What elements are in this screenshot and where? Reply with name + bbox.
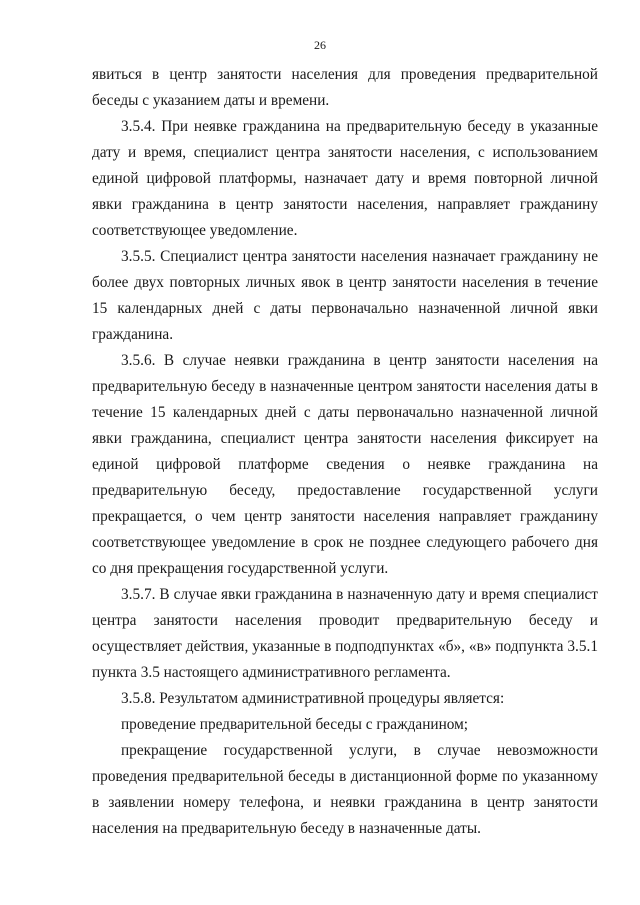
document-body	[92, 62, 598, 842]
paragraph-continuation: явиться в центр занятости населения для проведения предварительной беседы с указанием даты и времени.	[92, 66, 598, 109]
paragraph-3-5-5: 3.5.5. Специалист центра занятости населения назначает гражданину не более двух повторных личных явок в центр занятости населения в течение 15 календарных дней с даты первоначально назначенной личной явки гражданина.	[92, 248, 598, 343]
paragraph-3-5-7: 3.5.7. В случае явки гражданина в назначенную дату и время специалист центра занятости населения проводит предварительную беседу и осуществляет действия, указанные в подподпунктах «б», «в» подпункта 3.5.1 пункта 3.5 настоящего административного регламента.	[92, 586, 598, 681]
paragraph-3-5-4: 3.5.4. При неявке гражданина на предварительную беседу в указанные дату и время, специалист центра занятости населения, с использованием единой цифровой платформы, назначает дату и время повторной личной явки гражданина в центр занятости населения, направляет гражданину соответствующее уведомление.	[92, 118, 598, 239]
page-number: 26	[314, 38, 326, 52]
result-item-1: проведение предварительной беседы с гражданином;	[121, 716, 469, 733]
result-item-2: прекращение государственной услуги, в случае невозможности проведения предварительной беседы в дистанционной форме по указанному в заявлении номеру телефона, и неявки гражданина в центр занятости населения на предварительную беседу в назначенные даты.	[92, 742, 598, 837]
paragraph-3-5-6: 3.5.6. В случае неявки гражданина в центр занятости населения на предварительную беседу в назначенные центром занятости населения даты в течение 15 календарных дней с даты первоначально назначенной личной явки гражданина, специалист центра занятости населения фиксирует на единой цифровой платформе сведения о неявке гражданина на предварительную беседу, предоставление государственной услуги прекращается, о чем центр занятости населения направляет гражданину соответствующее уведомление в срок не позднее следующего рабочего дня со дня прекращения государственной услуги.	[92, 352, 598, 577]
paragraph-3-5-8: 3.5.8. Результатом административной процедуры является:	[121, 690, 505, 707]
